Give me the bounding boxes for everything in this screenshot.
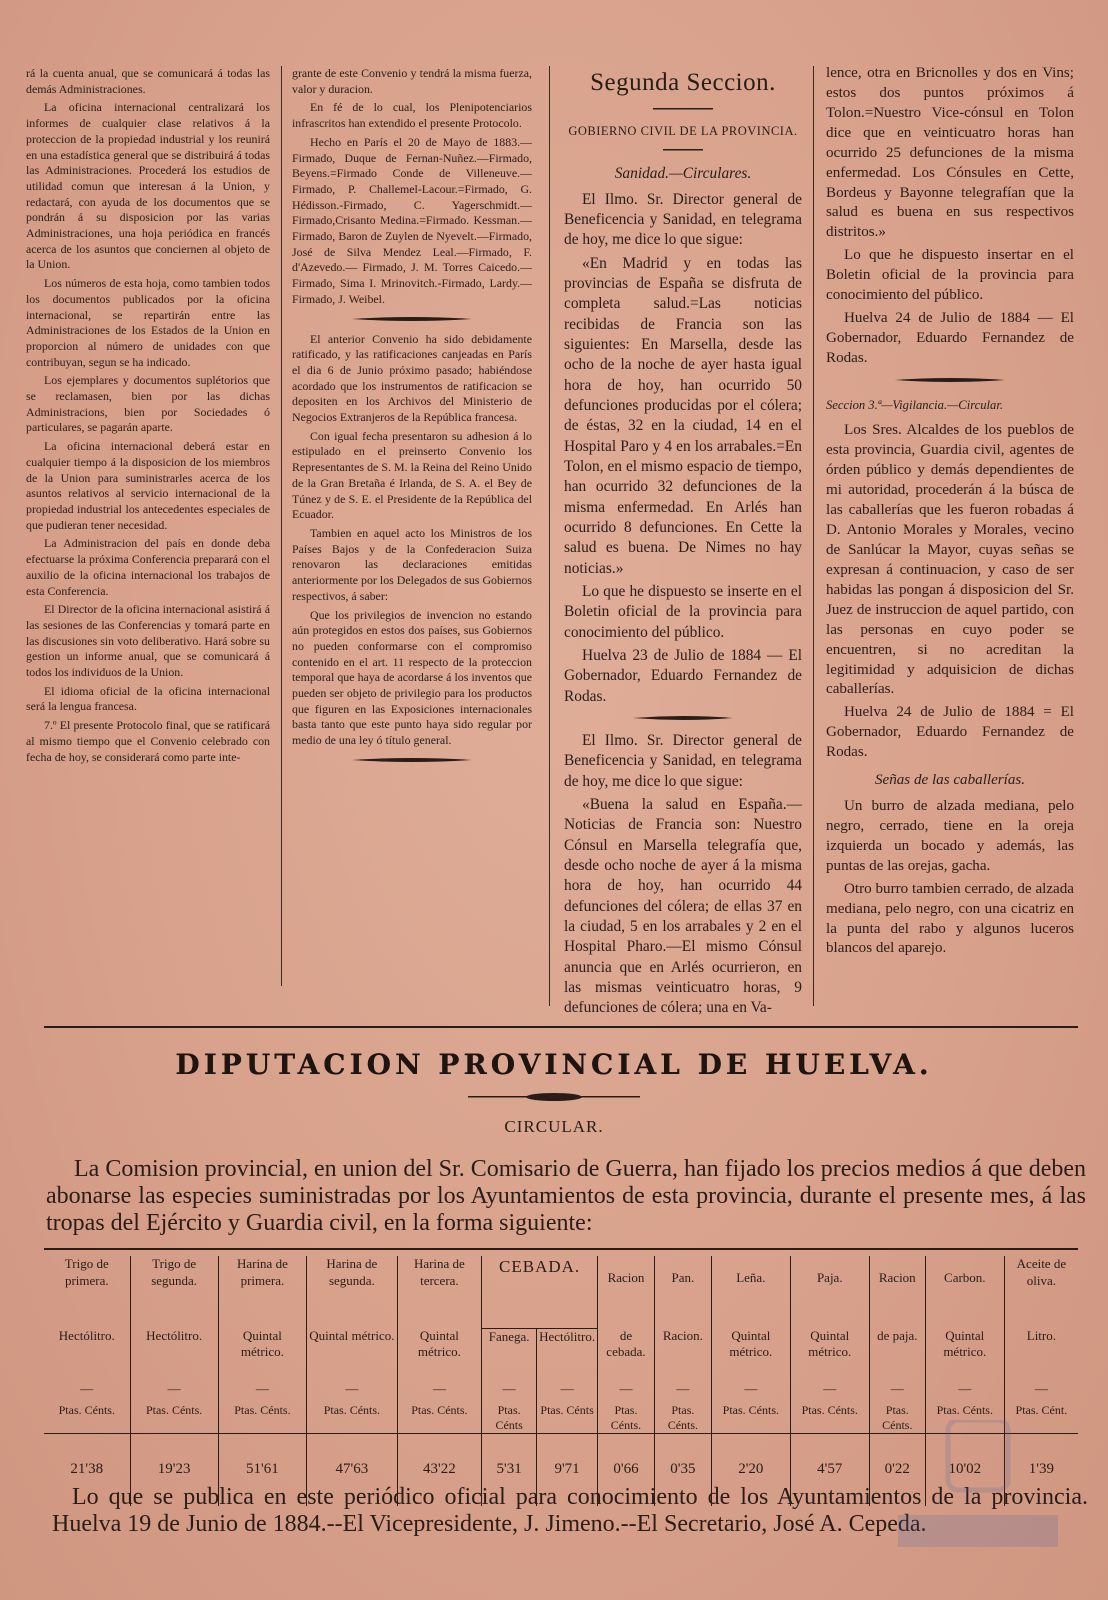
unit-cell: Racion. [654, 1328, 711, 1381]
col3-paragraph: «Buena la salud en España.—Noticias de Francia son: Nuestro Cónsul en Marsella telegrafía que, desde ocho noche de ayer á la misma hora de hoy, han ocurrido 44 defunciones del cólera; de ellas 37 en la ciudad, 5 en los arrabales y 2 en el Hospital Pharo.—El mismo Cónsul anuncia que en Arlés ocurrieron, en las mismas veinticuatro horas, 9 defunciones de cólera; una en Va- [564, 796, 802, 1017]
price-value: 0'22 [869, 1433, 925, 1506]
col-header: Aceite de oliva. [1004, 1256, 1078, 1328]
col1-paragraph: La oficina internacional centralizará los informes de cualquier clase relativos á la proteccion de la propiedad industrial y los reunirá en una estadística general que se distribuirá á todas las Administraciones. Procederá los estudios de utilidad comun que interesan á la Union, y redactará, con ayuda de los documentos que se pondrán á su disposicion por las varias Administraciones, una hoja periódica en francés acerca de los asuntos que conciernen al objeto de la Union. [26, 100, 270, 272]
ptas-cell: Ptas. Cénts. [925, 1403, 1004, 1434]
unit-cell: Fanega. [482, 1328, 537, 1381]
col4-paragraph: Huelva 24 de Julio de 1884 — El Gobernador, Eduardo Fernandez de Rodas. [826, 310, 1074, 366]
col2-paragraph: Hecho en París el 20 de Mayo de 1883.—Firmado, Duque de Fernan-Nuñez.—Firmado, Beyens.=Firmado Conde de Villeneuve.—Firmado, P. Challemel-Lacour.=Firmado, G. Hédisson.-Firmado, C. Yagerschmidt.—Firmado,Crisanto Medina.=Firmado. Kessman.—Firmado, Baron de Zuylen de Nyevelt.—Firmado, José de Silva Mendez Leal.—Firmado, F. d'Azevedo.— Firmado, J. M. Torres Caicedo.—Firmado, Sima I. Mrinovitch.-Firmado, Lardy.—Firmado, J. Weibel. [292, 134, 532, 306]
col4-paragraph: Los Sres. Alcaldes de los pueblos de esta provincia, Guardia civil, agentes de órden público y demás dependientes de mi autoridad, procederán á la búsca de las caballerías que les fueron robadas á D. Antonio Morales y Morales, vecino de Sanlúcar la Mayor, cuyas señas se expresan á continuacion, y caso de ser habidas las pongan á disposicion del Sr. Juez de instruccion de aquel partido, con las personas en cuyo poder se encuentren, si no acreditan la legitimidad y adquisicion de dichas caballerías. [826, 422, 1074, 698]
unit-cell: Hectólitro. [130, 1328, 218, 1381]
ptas-cell: Ptas. Cénts. [397, 1403, 481, 1434]
price-value: 47'63 [307, 1433, 398, 1506]
section-separator [44, 1026, 1078, 1028]
ptas-cell: Ptas. Cénts. [307, 1403, 398, 1434]
closing-text: Lo que se publica en este periódico oficial para conocimiento de los Ayuntamientos de la provincia. Huelva 19 de Junio de 1884.--El Vicepresidente, J. Jimeno.--El Secretario, José A. Cepeda. [52, 1484, 1088, 1537]
column-1 [26, 66, 270, 768]
price-value: 10'02 [925, 1433, 1004, 1506]
ornament-rule [468, 1092, 640, 1102]
table-row [44, 1256, 1078, 1328]
col1-paragraph: La oficina internacional deberá estar en cualquier tiempo á la disposicion de los miembros de la Union para suministrarles acerca de los asuntos relativos al servicio internacional de la propiedad industrial los antecedentes especiales de que pudieran tener necesidad. [26, 439, 270, 532]
unit-cell: de cebada. [598, 1328, 655, 1381]
col2-paragraph: En fé de lo cual, los Plenipotenciarios infrascritos han extendido el presente Protocolo. [292, 100, 532, 131]
col-header: Harina de tercera. [397, 1256, 481, 1328]
col2-paragraph: El anterior Convenio ha sido debidamente ratificado, y las ratificaciones canjeadas en París el dia 6 de Junio próximo pasado; habiéndose acordado que los instrumentos de ratificacion se depositen en los Archivos del Ministerio de Negocios Extranjeros de la República francesa. [292, 331, 532, 425]
ornament-rule [895, 377, 1005, 383]
col1-paragraph: El idioma oficial de la oficina internacional será la lengua francesa. [26, 683, 270, 714]
col-header: Harina de segunda. [307, 1256, 398, 1328]
unit-cell: Quintal métrico. [711, 1328, 790, 1381]
col-header: Trigo de primera. [64, 1256, 109, 1288]
ornament-rule [352, 757, 472, 763]
circular-label: CIRCULAR. [504, 1117, 604, 1136]
price-value: 0'66 [598, 1433, 655, 1506]
unit-cell: Quintal métrico. [925, 1328, 1004, 1381]
col-header: Pan. [654, 1256, 711, 1328]
col2-paragraph: Tambien en aquel acto los Ministros de los Países Bajos y de la Confederacion Suiza renovaron las declaraciones emitidas anteriormente por los Delegados de sus Gobiernos respectivos, á saber: [292, 525, 532, 603]
col2-paragraph: grante de este Convenio y tendrá la misma fuerza, valor y duracion. [292, 66, 532, 96]
ptas-cell: Ptas. Cénts. [598, 1403, 655, 1434]
col-header: Trigo de segunda. [130, 1256, 218, 1328]
table-row: — — — — — — — — — — — — — — [44, 1381, 1078, 1403]
ptas-cell: Ptas. Cénts [482, 1403, 537, 1434]
col1-paragraph: La Administracion del país en donde deba efectuarse la próxima Conferencia preparará con el auxilio de la oficina internacional los trabajos de esta Conferencia. [26, 536, 270, 598]
table-row [44, 1328, 1078, 1381]
ptas-cell: Ptas. Cénts. [130, 1403, 218, 1434]
government-heading: GOBIERNO CIVIL DE LA PROVINCIA. [568, 124, 798, 138]
col1-paragraph: Los ejemplares y documentos suplétorios que se reclamasen, bien por las dichas Administracions, bien por Sociedades ó particulares, se pagarán aparte. [26, 373, 270, 435]
col3-paragraph: El Ilmo. Sr. Director general de Beneficencia y Sanidad, en telegrama de hoy, me dice lo que sigue: [564, 732, 802, 790]
price-value: 43'22 [397, 1433, 481, 1506]
section-label: Seccion 3.ª—Vigilancia.—Circular. [826, 397, 1003, 412]
col1-paragraph: Los números de esta hoja, como tambien todos los documentos publicados por la oficina internacional, se repartirán entre las Administraciones de los Estados de la Union en proporcion al número de unidades con que contribuyan, segun se ha indicado. [26, 276, 270, 369]
column-divider [813, 66, 814, 1006]
col4-paragraph: Un burro de alzada mediana, pelo negro, cerrado, tiene en la oreja izquierda un bocado y además, las puntas de las orejas, gacha. [826, 798, 1074, 874]
col-header: Racion [598, 1256, 655, 1328]
unit-cell: Quintal métrico. [218, 1328, 306, 1381]
col2-paragraph: Que los privilegios de invencion no estando aún protegidos en estos dos países, sus Gobiernos no pueden conformarse con el compromiso contenido en el art. 11 respecto de la proteccion temporal que haya de acordarse á los inventos que pueden ser objeto de privilegio para los productos que figuren en las Exposiciones internacionales basta tanto que este punto haya sido regular por medio de una ley ó título general. [292, 607, 532, 748]
ptas-cell: Ptas. Cént. [1004, 1403, 1078, 1434]
ptas-cell: Ptas. Cénts. [654, 1403, 711, 1434]
unit-cell: Quintal métrico. [397, 1328, 481, 1381]
ornament-rule [352, 316, 472, 322]
section-title: Segunda Seccion. [590, 69, 776, 96]
col-header: Racion [869, 1256, 925, 1328]
unit-cell: de paja. [869, 1328, 925, 1381]
circular-intro [46, 1156, 1086, 1237]
intro-text: La Comision provincial, en union del Sr. Comisario de Guerra, han fijado los precios medios á que deben abonarse las especies suministradas por los Ayuntamientos de esta provincia, durante el presente mes, á las tropas del Ejército y Guardia civil, en la forma siguiente: [46, 1156, 1086, 1237]
ptas-cell: Ptas. Cénts. [869, 1403, 925, 1434]
unit-cell: Quintal métrico. [790, 1328, 869, 1381]
col4-paragraph: Lo que he dispuesto insertar en el Boletin oficial de la provincia para conocimiento del público. [826, 247, 1074, 304]
col1-paragraph: 7.º El presente Protocolo final, que se ratificará al mismo tiempo que el Convenio celebrado con fecha de hoy, se considerará como parte inte- [26, 718, 270, 764]
diputacion-title: DIPUTACION PROVINCIAL DE HUELVA. [175, 1048, 933, 1081]
col3-paragraph: Lo que he dispuesto se inserte en el Boletin oficial de la provincia para conocimiento del público. [564, 583, 802, 641]
signs-title: Señas de las caballerías. [874, 772, 1026, 789]
col-header: Carbon. [925, 1256, 1004, 1328]
col4-paragraph: lence, otra en Bricnolles y dos en Vins; estos dos puntos próximos á Tolon.=Nuestro Vice-cónsul en Tolon dice que en veinticuatro horas han ocurrido 25 defunciones de la misma enfermedad. Los Cónsules en Cette, Bordeus y Bayonne telegrafían que la salud es buena en sus respectivos distritos.» [826, 65, 1074, 241]
price-value: 1'39 [1004, 1433, 1078, 1506]
ptas-cell: Ptas. Cénts [537, 1403, 598, 1434]
col1-paragraph: El Director de la oficina internacional asistirá á las sesiones de las Conferencias y tomará parte en las discusiones sin voto deliberativo. Hará sobre su gestion un informe anual, que se comunicará á todos los individuos de la Union. [26, 602, 270, 680]
column-divider [549, 66, 550, 1006]
col3-paragraph: «En Madrid y en todas las provincias de España se disfruta de completa salud.=Las noticias recibidas de Francia son las siguientes: En Marsella, desde las ocho de la noche de ayer hasta igual hora de hoy, han ocurrido 50 defunciones producidas por el cólera; de éstas, 32 en la ciudad, 14 en el Hospital Paro y 4 en los arrabales.=En Tolon, en el mismo espacio de tiempo, han ocurrido 32 defunciones de la misma enfermedad. En Arlés han ocurrido 8 defunciones. En Cette la salud es buena. De Nimes no hay noticias.» [564, 254, 802, 577]
column-3 [564, 64, 802, 1022]
unit-cell: Quintal métrico. [307, 1328, 398, 1381]
price-value: 5'31 [482, 1433, 537, 1506]
watermark-seal [888, 1420, 1068, 1550]
col-header: Harina de primera. [218, 1256, 306, 1328]
column-divider [281, 66, 282, 986]
ptas-cell: Ptas. Cénts. [218, 1403, 306, 1434]
price-value: 0'35 [654, 1433, 711, 1506]
subsection-title: Sanidad.—Circulares. [614, 164, 752, 182]
unit-cell: Hectólitro. [537, 1328, 598, 1381]
price-value: 9'71 [537, 1433, 598, 1506]
price-value: 4'57 [790, 1433, 869, 1506]
column-2 [292, 66, 532, 773]
col4-paragraph: Otro burro tambien cerrado, de alzada mediana, pelo negro, con una cicatriz en la punta del rabo y algunos luceros blancos del aparejo. [826, 880, 1074, 957]
unit-cell: Hectólitro. [58, 1328, 115, 1343]
ornament-rule [653, 107, 713, 113]
col2-paragraph: Con igual fecha presentaron su adhesion á lo estipulado en el preinserto Convenio los Representantes de S. M. la Reina del Reino Unido de la Gran Bretaña é Irlanda, de S. A. el Bey de Túnez y de S. E. el Presidente de la República del Ecuador. [292, 428, 532, 522]
col1-paragraph: rá la cuenta anual, que se comunicará á todas las demás Administraciones. [26, 66, 270, 96]
price-value: 51'61 [218, 1433, 306, 1506]
ornament-rule [633, 715, 733, 721]
col-header: Leña. [711, 1256, 790, 1328]
ptas-cell: Ptas. Cénts. [58, 1402, 115, 1417]
column-4 [826, 64, 1074, 962]
col-header: Paja. [790, 1256, 869, 1328]
ptas-cell: Ptas. Cénts. [711, 1403, 790, 1434]
unit-cell: Litro. [1004, 1328, 1078, 1381]
col3-paragraph: Huelva 23 de Julio de 1884 — El Gobernador, Eduardo Fernandez de Rodas. [564, 647, 802, 705]
price-value: 2'20 [711, 1433, 790, 1506]
col3-paragraph: El Ilmo. Sr. Director general de Beneficencia y Sanidad, en telegrama de hoy, me dice lo que sigue: [564, 190, 802, 249]
cebada-header: CEBADA. [482, 1256, 598, 1328]
ptas-cell: Ptas. Cénts. [790, 1403, 869, 1434]
price-value: 19'23 [130, 1433, 218, 1506]
table-top-rule [44, 1248, 1078, 1250]
ornament-rule [663, 148, 703, 154]
price-value: 21'38 [70, 1461, 104, 1477]
col4-paragraph: Huelva 24 de Julio de 1884 = El Gobernador, Eduardo Fernandez de Rodas. [826, 704, 1074, 761]
